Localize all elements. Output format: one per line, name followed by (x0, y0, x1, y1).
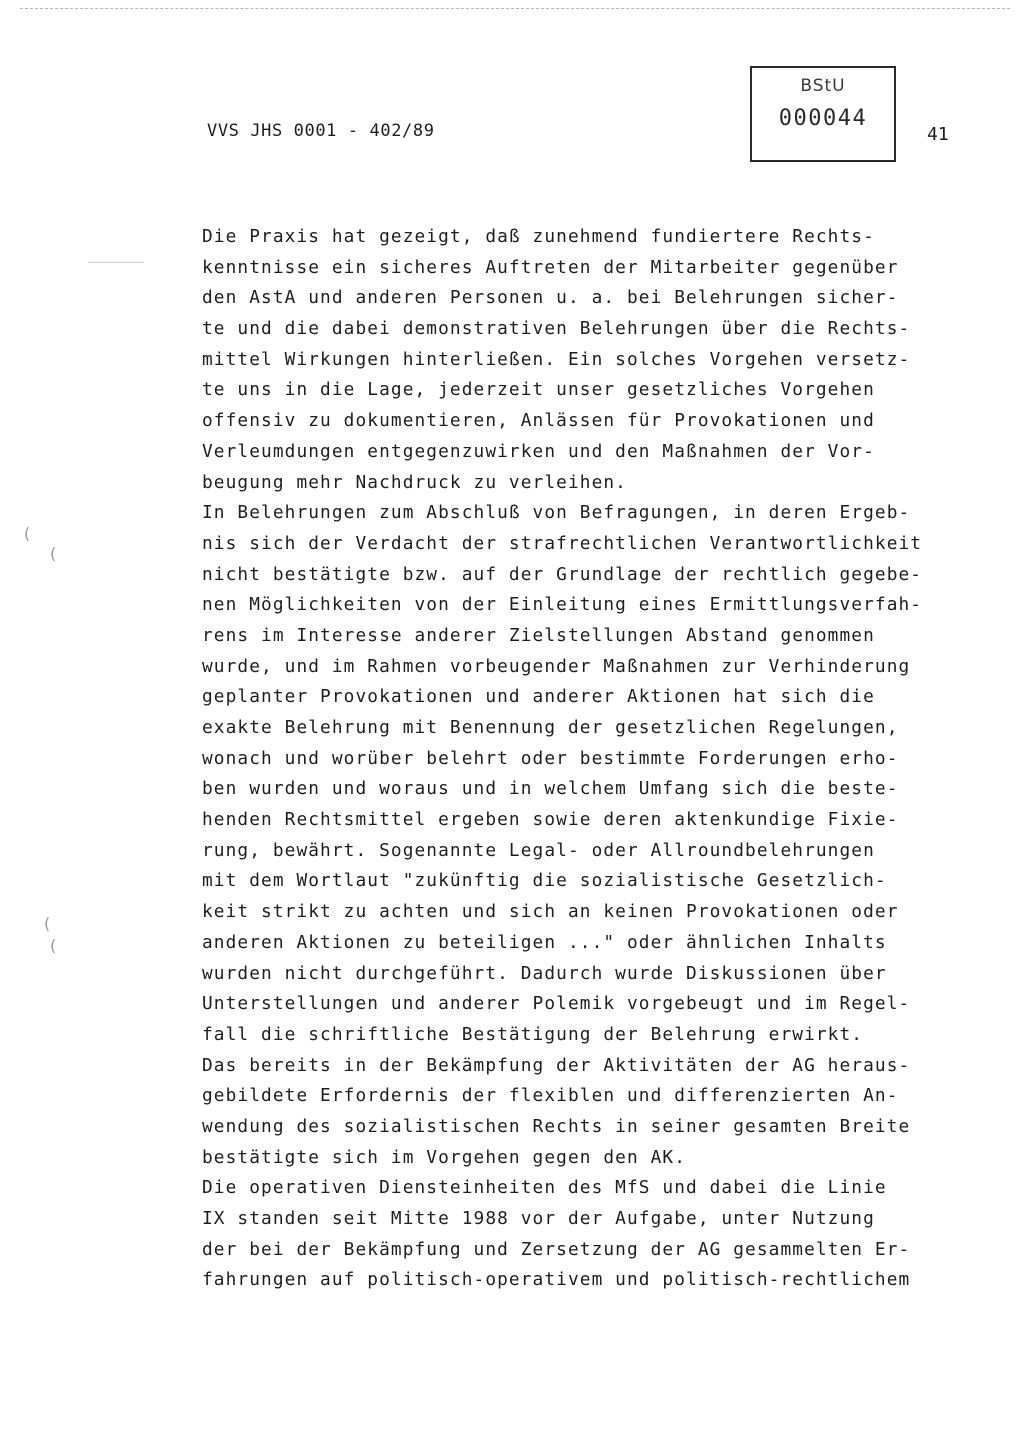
margin-rule (88, 262, 144, 263)
text-line: Das bereits in der Bekämpfung der Aktivitäten der AG heraus- (202, 1054, 911, 1076)
text-line: fahrungen auf politisch-operativem und politisch-rechtlichem (202, 1269, 911, 1291)
text-line: fall die schriftliche Bestätigung der Belehrung erwirkt. (202, 1023, 864, 1045)
margin-mark: ( (24, 524, 31, 543)
page-number: 41 (927, 124, 949, 145)
text-line: te uns in die Lage, jederzeit unser gesetzliches Vorgehen (202, 379, 875, 401)
text-line: gebildete Erfordernis der flexiblen und differenzierten An- (202, 1085, 899, 1107)
document-reference: VVS JHS 0001 - 402/89 (207, 121, 435, 141)
text-line: geplanter Provokationen und anderer Aktionen hat sich die (202, 686, 875, 708)
text-line: nicht bestätigte bzw. auf der Grundlage der rechtlich gegebe- (202, 563, 923, 585)
text-line: nis sich der Verdacht der strafrechtlichen Verantwortlichkeit (202, 532, 923, 554)
text-line: rung, bewährt. Sogenannte Legal- oder Allroundbelehrungen (202, 839, 875, 861)
text-line: wonach und worüber belehrt oder bestimmte Forderungen erho- (202, 747, 899, 769)
text-line: Verleumdungen entgegenzuwirken und den Maßnahmen der Vor- (202, 440, 875, 462)
text-line: keit strikt zu achten und sich an keinen Provokationen oder (202, 901, 899, 923)
text-line: wurden nicht durchgeführt. Dadurch wurde Diskussionen über (202, 962, 887, 984)
text-line: den AstA und anderen Personen u. a. bei Belehrungen sicher- (202, 287, 899, 309)
page-top-edge (20, 8, 1010, 9)
text-line: In Belehrungen zum Abschluß von Befragungen, in deren Ergeb- (202, 502, 911, 524)
text-line: Die operativen Diensteinheiten des MfS und dabei die Linie (202, 1177, 887, 1199)
text-line: offensiv zu dokumentieren, Anlässen für Provokationen und (202, 410, 875, 432)
body-text (202, 222, 962, 1296)
text-line: der bei der Bekämpfung und Zersetzung der AG gesammelten Er- (202, 1238, 911, 1260)
margin-mark: ( (44, 914, 51, 933)
stamp-label: BStU (800, 76, 846, 96)
text-line: nen Möglichkeiten von der Einleitung eines Ermittlungsverfah- (202, 594, 923, 616)
text-line: mittel Wirkungen hinterließen. Ein solches Vorgehen versetz- (202, 348, 911, 370)
text-line: ben wurden und woraus und in welchem Umfang sich die beste- (202, 778, 899, 800)
archive-stamp (750, 66, 896, 162)
text-line: IX standen seit Mitte 1988 vor der Aufgabe, unter Nutzung (202, 1208, 875, 1229)
text-line: kenntnisse ein sicheres Auftreten der Mitarbeiter gegenüber (202, 256, 899, 278)
text-line: mit dem Wortlaut "zukünftig die sozialistische Gesetzlich- (202, 870, 887, 892)
text-line: wendung des sozialistischen Rechts in seiner gesamten Breite (202, 1115, 911, 1137)
text-line: anderen Aktionen zu beteiligen ..." oder ähnlichen Inhalts (202, 931, 887, 953)
text-line: bestätigte sich im Vorgehen gegen den AK. (202, 1146, 687, 1168)
text-line: beugung mehr Nachdruck zu verleihen. (202, 471, 627, 493)
text-line: exakte Belehrung mit Benennung der gesetzlichen Regelungen, (202, 717, 899, 738)
text-line: wurde, und im Rahmen vorbeugender Maßnahmen zur Verhinderung (202, 655, 911, 677)
margin-mark: ( (50, 936, 57, 955)
text-line: henden Rechtsmittel ergeben sowie deren aktenkundige Fixie- (202, 809, 899, 831)
margin-mark: ( (50, 544, 57, 563)
stamp-number: 000044 (778, 106, 868, 131)
text-line: rens im Interesse anderer Zielstellungen Abstand genommen (202, 624, 875, 646)
text-line: Die Praxis hat gezeigt, daß zunehmend fundiertere Rechts- (202, 226, 875, 247)
text-line: te und die dabei demonstrativen Belehrungen über die Rechts- (202, 318, 911, 340)
text-line: Unterstellungen und anderer Polemik vorgebeugt und im Regel- (202, 993, 911, 1015)
